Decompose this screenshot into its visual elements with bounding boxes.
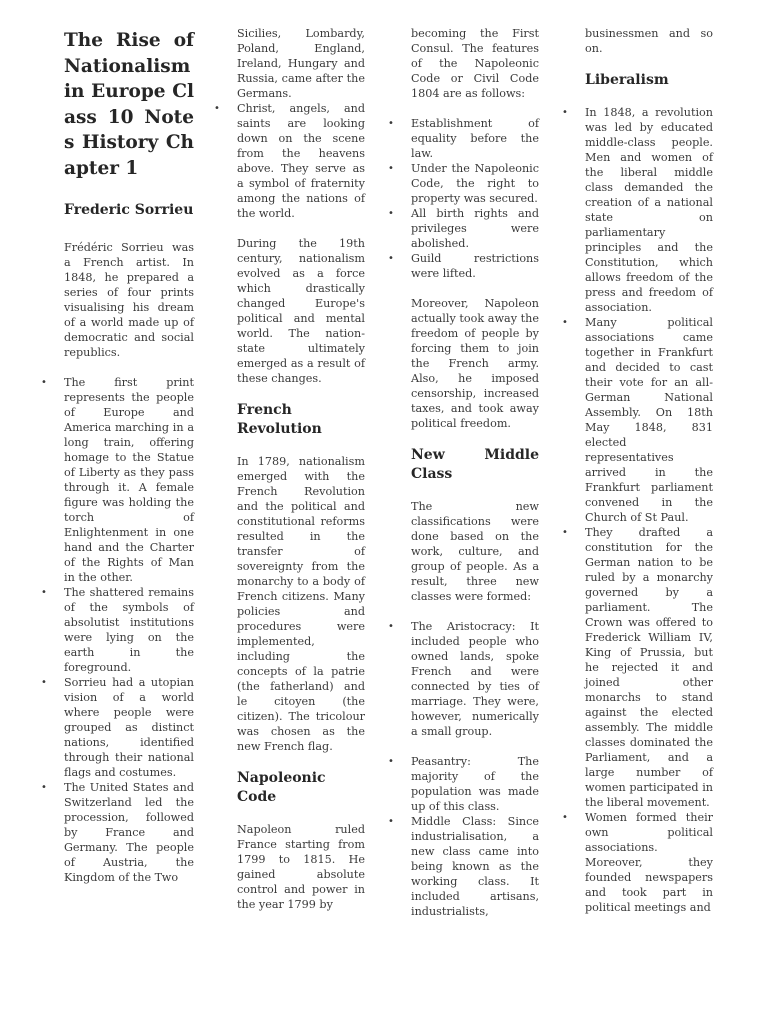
list-item: • Guild restrictions were lifted.: [411, 251, 539, 281]
napoleonic-features-list: [411, 116, 539, 281]
classes-list-2: [411, 754, 539, 919]
middle-class-continuation: businessmen and so on.: [585, 27, 713, 55]
sorrieu-bullet-list-cont: [237, 101, 365, 221]
list-item: • Establishment of equality before the law.: [411, 116, 539, 161]
napoleon-freedom-paragraph: Moreover, Napoleon actually took away the freedom of people by forcing them to join the French army. Also, he imposed censorship, increased taxes, and took away political freedom.: [411, 297, 539, 430]
column-3: [411, 26, 539, 919]
list-item: • Sorrieu had a utopian vision of a world where people were grouped as distinct nations, identified through their national flags and costumes.: [64, 675, 194, 780]
list-item: • Under the Napoleonic Code, the right to property was secured.: [411, 161, 539, 206]
heading-liberalism: Liberalism: [585, 72, 669, 88]
sorrieu-intro: Frédéric Sorrieu was a French artist. In 1848, he prepared a series of four prints visualising his dream of a world made up of democratic and social republics.: [64, 241, 194, 359]
list-item: • The shattered remains of the symbols of absolutist institutions were lying on the earth in the foreground.: [64, 585, 194, 675]
sorrieu-bullet-continuation: Sicilies, Lombardy, Poland, England, Ireland, Hungary and Russia, came after the Germans.: [237, 27, 365, 100]
french-revolution-paragraph: In 1789, nationalism emerged with the French Revolution and the political and constitutional reforms resulted in the transfer of sovereignty from the monarchy to a body of French citizens. Many policies and procedures were implemented, including the concepts of la patrie (the fatherland) and le citoyen (the citizen). The tricolour was chosen as the new French flag.: [237, 455, 365, 753]
sorrieu-bullet-list: [64, 375, 194, 885]
napoleonic-code-paragraph-cont: becoming the First Consul. The features of the Napoleonic Code or Civil Code 1804 are as follows:: [411, 27, 539, 100]
list-item: • They drafted a constitution for the German nation to be ruled by a monarchy governed by a parliament. The Crown was offered to Frederick William IV, King of Prussia, but he rejected it and joined other monarchs to stand against the elected assembly. The middle classes dominated the Parliament, and a large number of women participated in the liberal movement.: [585, 525, 713, 810]
list-item: • All birth rights and privileges were abolished.: [411, 206, 539, 251]
napoleonic-code-paragraph: Napoleon ruled France starting from 1799 to 1815. He gained absolute control and power in the year 1799 by: [237, 823, 365, 911]
list-item: • Women formed their own political associations. Moreover, they founded newspapers and took part in political meetings and: [585, 810, 713, 915]
nationalism-paragraph: During the 19th century, nationalism evolved as a force which drastically changed Europe's political and mental world. The nation-state ultimately emerged as a result of these changes.: [237, 237, 365, 385]
list-item: • Peasantry: The majority of the population was made up of this class.: [411, 754, 539, 814]
heading-new-middle-class: New Middle Class: [411, 447, 539, 482]
column-4: [585, 26, 713, 915]
list-item: • The first print represents the people of Europe and America marching in a long train, offering homage to the Statue of Liberty as they pass through it. A female figure was holding the torch of Enlightenment in one hand and the Charter of the Rights of Man in the other.: [64, 375, 194, 585]
list-item: • In 1848, a revolution was led by educated middle-class people. Men and women of the liberal middle class demanded the creation of a national state on parliamentary principles and the Constitution, which allows freedom of the press and freedom of association.: [585, 105, 713, 315]
list-item: • Middle Class: Since industrialisation, a new class came into being known as the working class. It included artisans, industrialists,: [411, 814, 539, 919]
heading-napoleonic-code: Napoleonic Code: [237, 770, 326, 805]
list-item: • Christ, angels, and saints are looking down on the scene from the heavens above. They serve as a symbol of fraternity among the nations of the world.: [237, 101, 365, 221]
heading-french-revolution: French Revolution: [237, 402, 322, 437]
classes-list: [411, 619, 539, 739]
column-2: [237, 26, 365, 912]
liberalism-list: [585, 105, 713, 915]
list-item: • The Aristocracy: It included people who owned lands, spoke French and were connected by ties of marriage. They were, however, numerically a small group.: [411, 619, 539, 739]
list-item: • Many political associations came together in Frankfurt and decided to cast their vote for an all-German National Assembly. On 18th May 1848, 831 elected representatives arrived in the Frankfurt parliament convened in the Church of St Paul.: [585, 315, 713, 525]
middle-class-paragraph: The new classifications were done based on the work, culture, and group of people. As a result, three new classes were formed:: [411, 500, 539, 603]
document-title: The Rise of Nationalism in Europe Class 10 Notes History Chapter 1: [64, 30, 194, 179]
heading-frederic-sorrieu: Frederic Sorrieu: [64, 202, 194, 218]
list-item: • The United States and Switzerland led the procession, followed by France and Germany. The people of Austria, the Kingdom of the Two: [64, 780, 194, 885]
column-1: [64, 0, 194, 885]
